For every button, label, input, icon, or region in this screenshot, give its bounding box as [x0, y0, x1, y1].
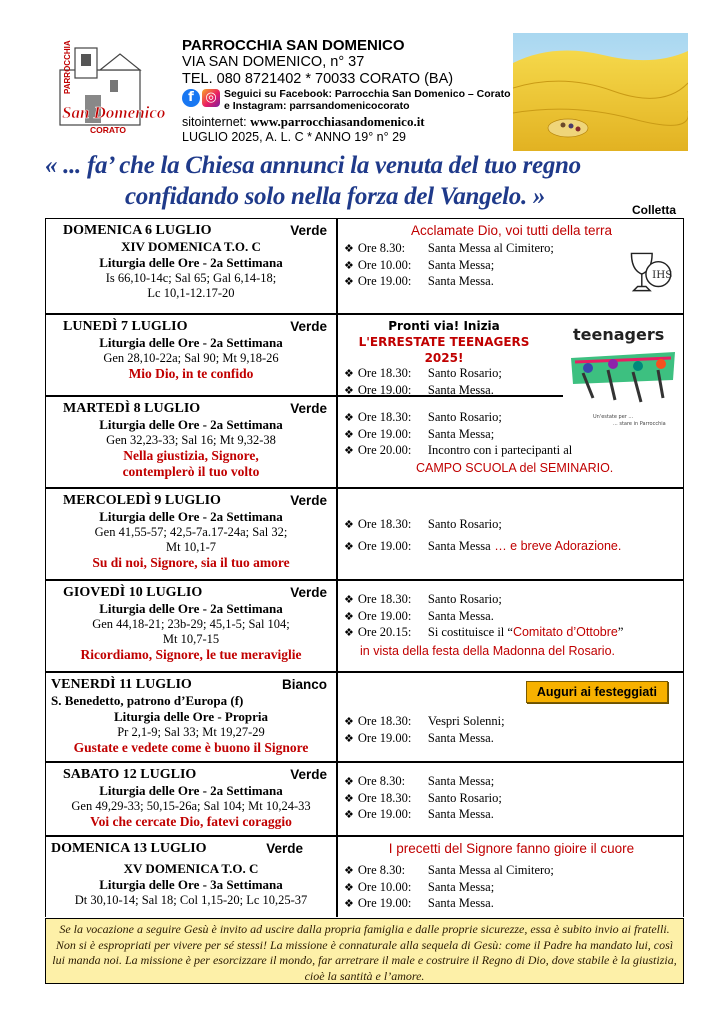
event-text: Santo Rosario;	[427, 592, 502, 606]
svg-text:IHS: IHS	[652, 269, 673, 282]
event-text: Santa Messa al Cimitero;	[427, 863, 554, 877]
social-instagram-text: e Instagram: parrsandomenicocorato	[224, 100, 410, 112]
event-item	[344, 863, 679, 880]
event-time: Ore 19.00:	[357, 608, 412, 623]
liturgy-hours: Liturgia delle Ore - 2a Settimana	[99, 417, 283, 432]
events-list	[344, 514, 679, 558]
website-label: sitointernet:	[182, 115, 251, 129]
liturgical-color: Verde	[290, 319, 327, 334]
event-time: Ore 19.00:	[357, 730, 412, 745]
svg-text:PARROCCHIA: PARROCCHIA	[63, 40, 72, 94]
website-line	[182, 114, 512, 130]
event-extra: … e breve Adorazione.	[490, 539, 622, 553]
weekly-schedule	[45, 218, 684, 917]
event-time: Ore 18.30:	[357, 714, 412, 728]
day-subtitle: XIV DOMENICA T.O. C	[121, 239, 261, 254]
day-liturgy-cell	[46, 397, 338, 487]
responsorial-psalm: Nella giustizia, Signore,	[123, 448, 259, 463]
event-text: Santa Messa;	[427, 426, 495, 441]
greetings-badge: Auguri ai festeggiati	[526, 681, 668, 703]
opening-quote	[45, 150, 685, 212]
event-time: Ore 18.30:	[357, 366, 412, 380]
event-text: Santa Messa;	[427, 774, 495, 788]
event-item	[344, 443, 679, 460]
day-heading	[49, 766, 333, 783]
event-time: Ore 18.30:	[357, 790, 412, 805]
summer-camp-banner	[344, 318, 544, 366]
event-time: Ore 18.30:	[357, 410, 412, 424]
quote-line-2: confidando solo nella forza del Vangelo. »	[125, 183, 546, 210]
svg-text:CORATO: CORATO	[90, 125, 127, 135]
event-item	[344, 410, 679, 427]
day-liturgy-cell	[46, 837, 338, 917]
readings-line: Gen 28,10-22a; Sal 90; Mt 9,18-26	[103, 351, 279, 365]
event-tail: ”	[617, 625, 624, 639]
liturgical-color: Verde	[290, 223, 327, 238]
event-text: Santa Messa;	[427, 879, 495, 894]
parish-name: PARROCCHIA SAN DOMENICO	[182, 37, 405, 54]
day-liturgy-cell	[46, 315, 338, 395]
day-row	[45, 837, 684, 917]
event-item	[344, 714, 679, 731]
event-time: Ore 10.00:	[357, 257, 412, 272]
event-text: Santo Rosario;	[427, 790, 502, 805]
day-label: MERCOLEDÌ 9 LUGLIO	[63, 493, 221, 508]
liturgical-color: Verde	[290, 401, 327, 416]
event-text: Si costituisce il “	[427, 625, 513, 639]
event-text: Santa Messa;	[427, 257, 495, 272]
day-liturgy-cell	[46, 763, 338, 835]
event-text: Santa Messa	[427, 539, 491, 553]
event-item	[344, 807, 679, 824]
event-text: Santa Messa.	[427, 382, 494, 397]
event-text: Santa Messa.	[427, 274, 494, 288]
event-time: Ore 19.00:	[357, 539, 412, 553]
day-row	[45, 763, 684, 837]
day-events-cell	[338, 763, 683, 835]
page-header	[0, 0, 724, 150]
social-block	[182, 88, 512, 112]
events-list	[344, 774, 679, 824]
events-list	[344, 714, 679, 747]
website-url[interactable]: www.parrocchiasandomenico.it	[250, 114, 425, 129]
liturgical-color: Bianco	[281, 677, 327, 692]
instagram-icon[interactable]: ◎	[202, 89, 220, 107]
liturgy-hours: Liturgia delle Ore - Propria	[113, 709, 269, 724]
event-time: Ore 10.00:	[357, 879, 412, 894]
day-liturgy-cell	[46, 489, 338, 579]
responsorial-psalm: Ricordiamo, Signore, le tue meraviglie	[80, 647, 302, 662]
day-heading	[49, 676, 333, 693]
day-label: DOMENICA 6 LUGLIO	[63, 223, 212, 238]
day-events-cell	[338, 315, 683, 427]
event-text: Santa Messa al Cimitero;	[427, 241, 554, 255]
event-text: Santo Rosario;	[427, 517, 502, 531]
issue-info: LUGLIO 2025, A. L. C * ANNO 19° n° 29	[182, 130, 407, 144]
event-extra: Comitato d’Ottobre	[512, 625, 618, 639]
liturgical-color: Verde	[266, 841, 303, 856]
day-events-cell	[338, 673, 683, 761]
event-time: Ore 19.00:	[357, 274, 412, 288]
event-text: Santa Messa.	[427, 608, 494, 623]
event-time: Ore 8.30:	[357, 774, 406, 788]
event-item	[344, 880, 679, 897]
event-continuation: CAMPO SCUOLA del SEMINARIO.	[416, 460, 614, 475]
day-label: DOMENICA 13 LUGLIO	[51, 841, 207, 856]
liturgy-hours: Liturgia delle Ore - 2a Settimana	[99, 335, 283, 350]
facebook-icon[interactable]: f	[182, 89, 200, 107]
event-item	[344, 791, 679, 808]
day-heading	[49, 840, 333, 857]
wheat-field-illustration	[513, 33, 688, 151]
parish-logo	[40, 40, 175, 135]
day-subtitle: S. Benedetto, patrono d’Europa (f)	[51, 693, 244, 708]
liturgy-hours: Liturgia delle Ore - 2a Settimana	[99, 509, 283, 524]
banner-title: Pronti via! Inizia	[388, 319, 500, 333]
event-item	[344, 731, 679, 748]
event-text: Incontro con i partecipanti al	[427, 443, 573, 457]
day-events-cell	[338, 489, 683, 579]
day-label: GIOVEDÌ 10 LUGLIO	[63, 585, 203, 600]
antiphon: I precetti del Signore fanno gioire il cuore	[388, 841, 635, 856]
event-text: Santa Messa.	[427, 896, 494, 910]
event-text: Santa Messa.	[427, 730, 494, 745]
day-events-cell	[338, 219, 683, 313]
day-heading	[49, 492, 333, 509]
readings-line: Mt 10,7-15	[162, 632, 220, 646]
readings-line: Pr 2,1-9; Sal 33; Mt 19,27-29	[117, 725, 265, 739]
event-item	[344, 896, 679, 913]
day-events-cell	[338, 581, 683, 671]
liturgy-hours: Liturgia delle Ore - 3a Settimana	[99, 877, 283, 892]
liturgy-hours: Liturgia delle Ore - 2a Settimana	[99, 783, 283, 798]
event-time: Ore 18.30:	[357, 592, 412, 606]
day-label: SABATO 12 LUGLIO	[63, 767, 197, 782]
readings-line: Dt 30,10-14; Sal 18; Col 1,15-20; Lc 10,25-37	[74, 893, 308, 907]
event-item	[344, 536, 679, 558]
responsorial-psalm: Voi che cercate Dio, fatevi coraggio	[90, 814, 292, 829]
readings-line: Gen 44,18-21; 23b-29; 45,1-5; Sal 104;	[92, 617, 290, 631]
liturgical-color: Verde	[290, 493, 327, 508]
chalice-host-icon	[617, 245, 679, 297]
day-liturgy-cell	[46, 673, 338, 761]
event-item	[344, 625, 679, 642]
day-liturgy-cell	[46, 581, 338, 671]
readings-line: Is 66,10-14c; Sal 65; Gal 6,14-18;	[105, 271, 277, 285]
events-list	[344, 592, 679, 642]
event-time: Ore 19.00:	[357, 807, 412, 821]
antiphon: Acclamate Dio, voi tutti della terra	[410, 223, 613, 238]
readings-line: Gen 32,23-33; Sal 16; Mt 9,32-38	[106, 433, 276, 447]
day-liturgy-cell	[46, 219, 338, 313]
liturgy-hours: Liturgia delle Ore - 2a Settimana	[99, 601, 283, 616]
liturgy-hours: Liturgia delle Ore - 2a Settimana	[99, 255, 283, 270]
quote-source: Colletta	[632, 203, 677, 217]
responsorial-psalm: Su di noi, Signore, sia il tuo amore	[92, 555, 290, 570]
parish-address: VIA SAN DOMENICO, n° 37	[182, 54, 365, 70]
event-item	[344, 774, 679, 791]
day-row	[45, 673, 684, 763]
day-events-cell	[338, 397, 683, 487]
teenagers-logo-text: teenagers	[573, 325, 665, 344]
responsorial-psalm: contemplerò il tuo volto	[122, 464, 260, 479]
responsorial-psalm: Gustate e vedete come è buono il Signore	[73, 740, 309, 755]
event-item	[344, 514, 679, 536]
day-row	[45, 219, 684, 315]
event-text: Santo Rosario;	[427, 410, 502, 424]
day-events-cell	[338, 837, 683, 917]
reflection-box: Se la vocazione a seguire Gesù è invito ad uscire dalla propria famiglia e dalle proprie sicurezze, essa è subito invio ai fratelli. Non si è espropriati per vivere per sé stessi! La missione è connaturale alla sequela di Gesù: come il Padre ha mandato lui, così lui manda noi. La missione è per esorcizzare il mondo, far arretrare il male e costruire il Regno di Dio, dove stabile è la giustizia, cioè la santità e l’amore.	[45, 918, 684, 984]
event-item	[344, 427, 679, 444]
readings-line: Mt 10,1-7	[166, 540, 216, 554]
day-heading	[49, 584, 333, 601]
event-time: Ore 8.30:	[357, 241, 406, 255]
day-row	[45, 581, 684, 673]
day-row	[45, 489, 684, 581]
day-subtitle: XV DOMENICA T.O. C	[123, 861, 259, 876]
event-time: Ore 20.15:	[357, 625, 412, 639]
event-continuation: in vista della festa della Madonna del Rosario.	[360, 643, 616, 658]
responsorial-psalm: Mio Dio, in te confido	[128, 366, 254, 381]
event-time: Ore 20.00:	[357, 443, 412, 457]
day-heading	[49, 318, 333, 335]
readings-line: Gen 49,29-33; 50,15-26a; Sal 104; Mt 10,24-33	[71, 799, 311, 813]
day-label: LUNEDÌ 7 LUGLIO	[63, 319, 188, 334]
svg-text:... stare in Parrocchia: ... stare in Parrocchia	[613, 421, 666, 427]
event-item	[344, 592, 679, 609]
event-text: Santo Rosario;	[427, 366, 502, 380]
event-time: Ore 19.00:	[357, 426, 412, 441]
banner-subtitle: L'ERRESTATE TEENAGERS 2025!	[358, 335, 530, 365]
day-heading	[49, 222, 333, 239]
day-row	[45, 397, 684, 489]
event-item	[344, 609, 679, 626]
event-time: Ore 19.00:	[357, 896, 412, 910]
event-time: Ore 19.00:	[357, 382, 412, 397]
events-list	[344, 410, 679, 460]
event-text: Vespri Solenni;	[427, 714, 505, 728]
quote-line-1: « ... fa’ che la Chiesa annunci la venuta del tuo regno	[45, 152, 581, 179]
day-label: MARTEDÌ 8 LUGLIO	[63, 401, 201, 416]
event-text: Santa Messa.	[427, 807, 494, 821]
readings-line: Gen 41,55-57; 42,5-7a.17-24a; Sal 32;	[94, 525, 288, 539]
social-facebook-text: Seguici su Facebook: Parrocchia San Domenico – Corato	[224, 88, 511, 100]
event-time: Ore 18.30:	[357, 517, 412, 531]
readings-line: Lc 10,1-12.17-20	[147, 286, 235, 300]
event-time: Ore 8.30:	[357, 863, 406, 877]
liturgical-color: Verde	[290, 767, 327, 782]
liturgical-color: Verde	[290, 585, 327, 600]
parish-phone: TEL. 080 8721402 * 70033 CORATO (BA)	[182, 70, 454, 87]
svg-text:Un'estate per ...: Un'estate per ...	[593, 414, 634, 420]
day-label: VENERDÌ 11 LUGLIO	[51, 677, 192, 692]
events-list	[344, 863, 679, 913]
svg-text:San Domenico: San Domenico	[62, 103, 166, 122]
day-heading	[49, 400, 333, 417]
